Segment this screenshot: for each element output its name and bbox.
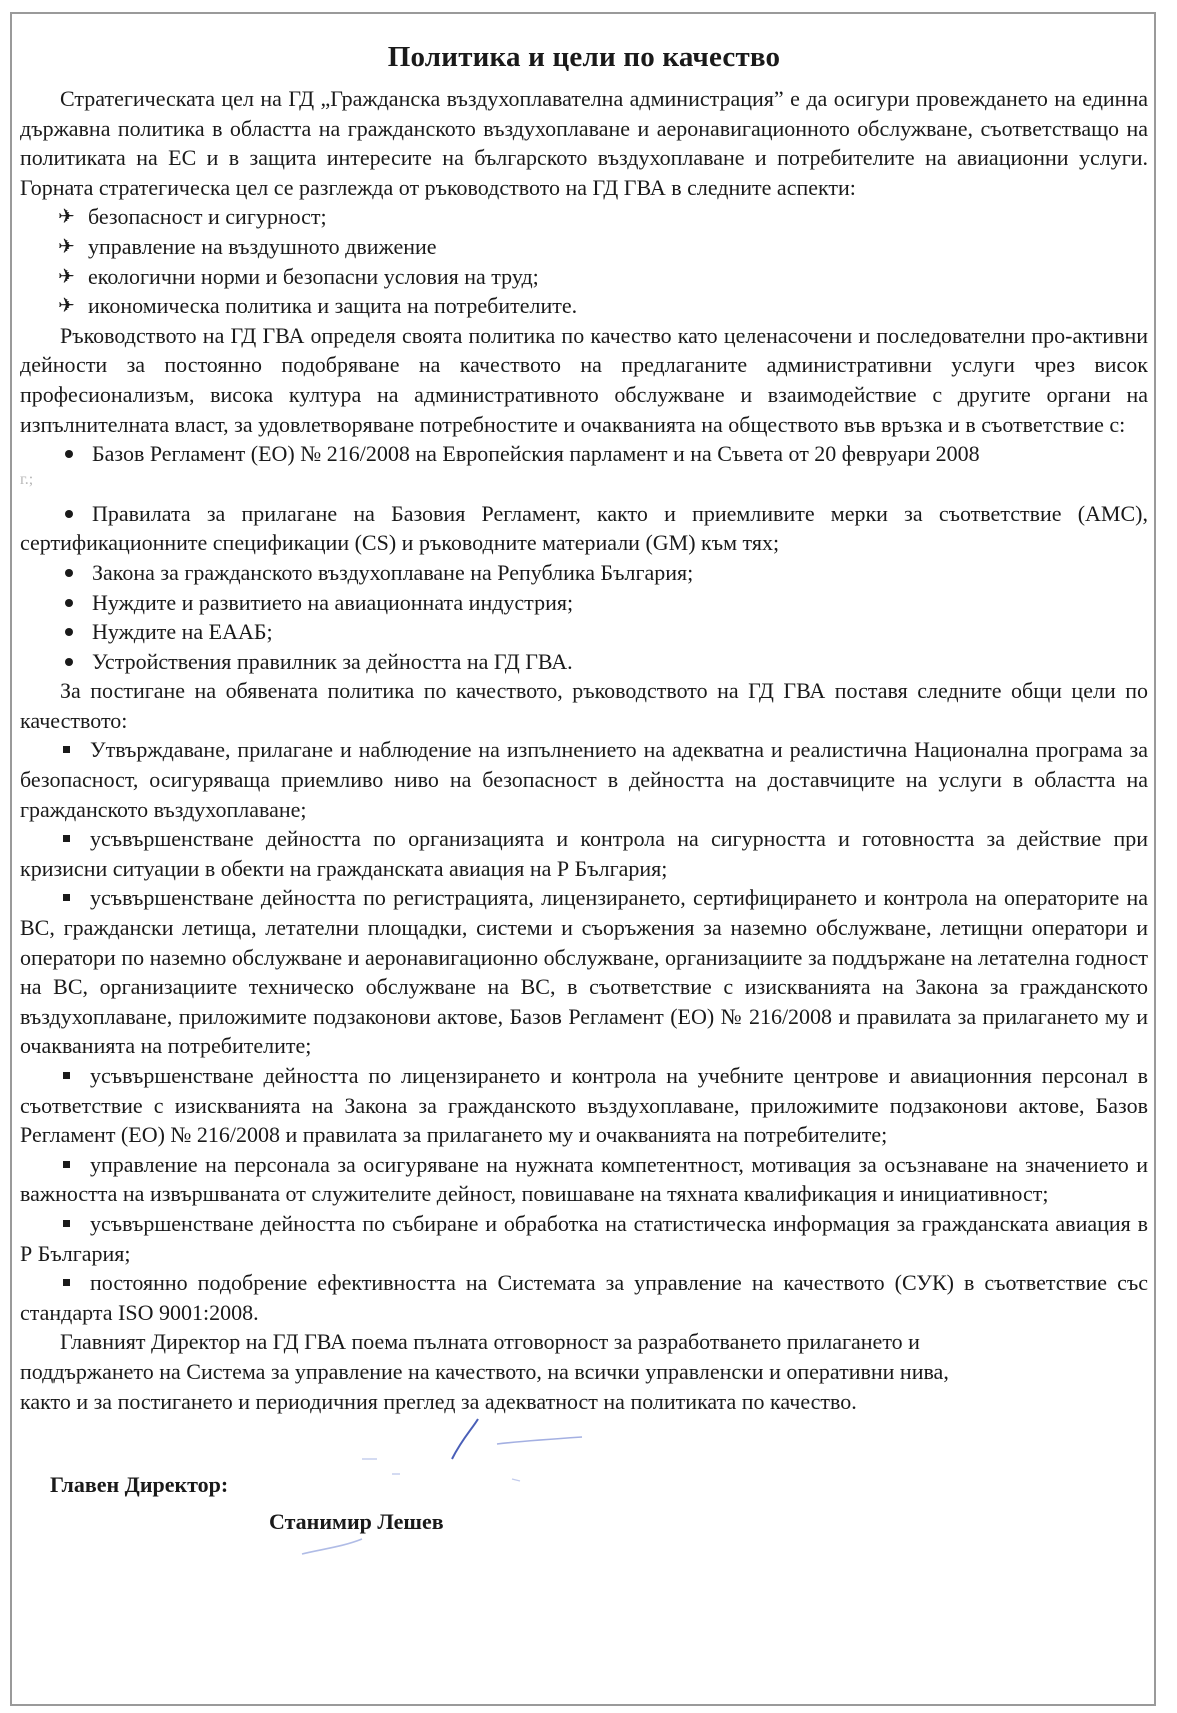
compliance-item: Закона за гражданското въздухоплаване на Република България; bbox=[20, 558, 1148, 588]
closing-line: поддържането на Система за управление на качеството, на всички управленски и оперативни нива, bbox=[20, 1358, 949, 1384]
bullet-square-icon bbox=[63, 894, 70, 901]
airplane-icon: ✈ bbox=[58, 263, 75, 288]
bullet-square-icon bbox=[63, 1220, 70, 1227]
aspects-list bbox=[20, 202, 1148, 320]
policy-paragraph: Ръководството на ГД ГВА определя своята политика по качество като целенасочени и последователни про-активни дейности за постоянно подобряване на качеството на предлаганите административни услуги чрез висок професионализъм, висока култура на административното обслужване и взаимодействие с другите органи на изпълнителната власт, за удовлетворяване потребностите и очакванията на обществото във връзка и в съответствие с: bbox=[20, 322, 1148, 437]
compliance-item: Правилата за прилагане на Базовия Регламент, както и приемливите мерки за съответствие (AMC), сертификационните спецификации (CS) и ръководните материали (GM) към тях; bbox=[20, 500, 1148, 556]
bullet-dot-icon bbox=[65, 450, 73, 458]
compliance-item-continuation: г.; bbox=[20, 470, 34, 488]
bullet-square-icon bbox=[63, 1279, 70, 1286]
goal-item: усъвършенстване дейността по събиране и обработка на статистическа информация за гражданската авиация в Р България; bbox=[20, 1210, 1148, 1266]
bullet-square-icon bbox=[63, 1072, 70, 1079]
document-body bbox=[20, 40, 1148, 1416]
compliance-list bbox=[20, 439, 1148, 676]
goal-item: усъвършенстване дейността по лицензирането и контрола на учебните центрове и авиационния персонал в съответствие с изискванията на Закона за гражданското въздухоплаване, приложимите подзаконови актове, Базов Регламент (ЕО) № 216/2008 и правилата за прилагането му и очакванията на потребителите; bbox=[20, 1063, 1148, 1148]
goals-list bbox=[20, 735, 1148, 1327]
airplane-icon: ✈ bbox=[58, 293, 75, 318]
bullet-dot-icon bbox=[65, 569, 73, 577]
aspect-item: ✈ икономическа политика и защита на потребителите. bbox=[20, 291, 1148, 321]
goal-item: Утвърждаване, прилагане и наблюдение на изпълнението на адекватна и реалистична Национална програма за безопасност, осигуряваща приемливо ниво на безопасност в дейността на доставчиците на услуги в областта на гражданското въздухоплаване; bbox=[20, 737, 1148, 822]
compliance-item: Базов Регламент (ЕО) № 216/2008 на Европейския парламент и на Съвета от 20 февруари 2008 г.; bbox=[20, 439, 1148, 491]
bullet-square-icon bbox=[63, 746, 70, 753]
bullet-square-icon bbox=[63, 835, 70, 842]
goal-item: постоянно подобрение ефективността на Системата за управление на качеството (СУК) в съответствие със стандарта ISO 9001:2008. bbox=[20, 1270, 1148, 1325]
signatory-name: Станимир Лешев bbox=[269, 1509, 444, 1534]
compliance-item: Нуждите на ЕААБ; bbox=[20, 617, 1148, 647]
goal-item: управление на персонала за осигуряване на нужната компетентност, мотивация за осъзнаване на значението и важността на извършваната от служителите дейност, повишаване на тяхната квалификация и инициативност; bbox=[20, 1151, 1148, 1207]
bullet-dot-icon bbox=[65, 658, 73, 666]
bullet-square-icon bbox=[63, 1161, 70, 1168]
goal-item: усъвършенстване дейността по организацията и контрола на сигурността и готовността за действие при кризисни ситуации в обекти на гражданската авиация на Р България; bbox=[20, 826, 1148, 881]
compliance-item: Нуждите и развитието на авиационната индустрия; bbox=[20, 588, 1148, 618]
goal-item: усъвършенстване дейността по регистрацията, лицензирането, сертифицирането и контрола на операторите на ВС, граждански летища, летателни площадки, системи и съоръжения за наземно обслужване, летищни оператори и оператори по наземно обслужване и аеронавигационно обслужване, организациите за поддържане на летателна годност на ВС, организациите техническо обслужване на ВС, в съответствие с изискванията на Закона за гражданското въздухоплаване, приложимите подзаконови актове, Базов Регламент (ЕО) № 216/2008 и правилата за прилагането му и очакванията на потребителите; bbox=[20, 885, 1148, 1059]
compliance-item: Устройствения правилник за дейността на ГД ГВА. bbox=[20, 647, 1148, 677]
aspect-item: ✈ безопасност и сигурност; bbox=[20, 202, 1148, 232]
closing-line: Главният Директор на ГД ГВА поема пълната отговорност за разработването прилагането и bbox=[60, 1329, 920, 1355]
airplane-icon: ✈ bbox=[58, 204, 75, 229]
intro-paragraph: Стратегическата цел на ГД „Гражданска въздухоплавателна администрация” е да осигури провеждането на единна държавна политика в областта на гражданското въздухоплаване и аеронавигационното обслужване, съответстващо на политиката на ЕС и в защита интересите на българското въздухоплаване и потребителите на авиационни услуги. Горната стратегическа цел се разглежда от ръководството на ГД ГВА в следните аспекти: bbox=[20, 86, 1148, 200]
bullet-dot-icon bbox=[65, 510, 73, 518]
document-page bbox=[10, 12, 1156, 1706]
aspect-item: ✈ управление на въздушното движение bbox=[20, 232, 1148, 262]
signature-label: Главен Директор: bbox=[50, 1472, 229, 1497]
airplane-icon: ✈ bbox=[58, 233, 75, 258]
aspect-item: ✈ екологични норми и безопасни условия на труд; bbox=[20, 262, 1148, 292]
document-title: Политика и цели по качество bbox=[387, 41, 781, 73]
goals-intro-paragraph: За постигане на обявената политика по качеството, ръководството на ГД ГВА поставя следните общи цели по качеството: bbox=[20, 678, 1148, 733]
bullet-dot-icon bbox=[65, 628, 73, 636]
bullet-dot-icon bbox=[65, 599, 73, 607]
closing-line: както и за постигането и периодичния преглед за адекватност на политиката по качество. bbox=[20, 1388, 857, 1414]
